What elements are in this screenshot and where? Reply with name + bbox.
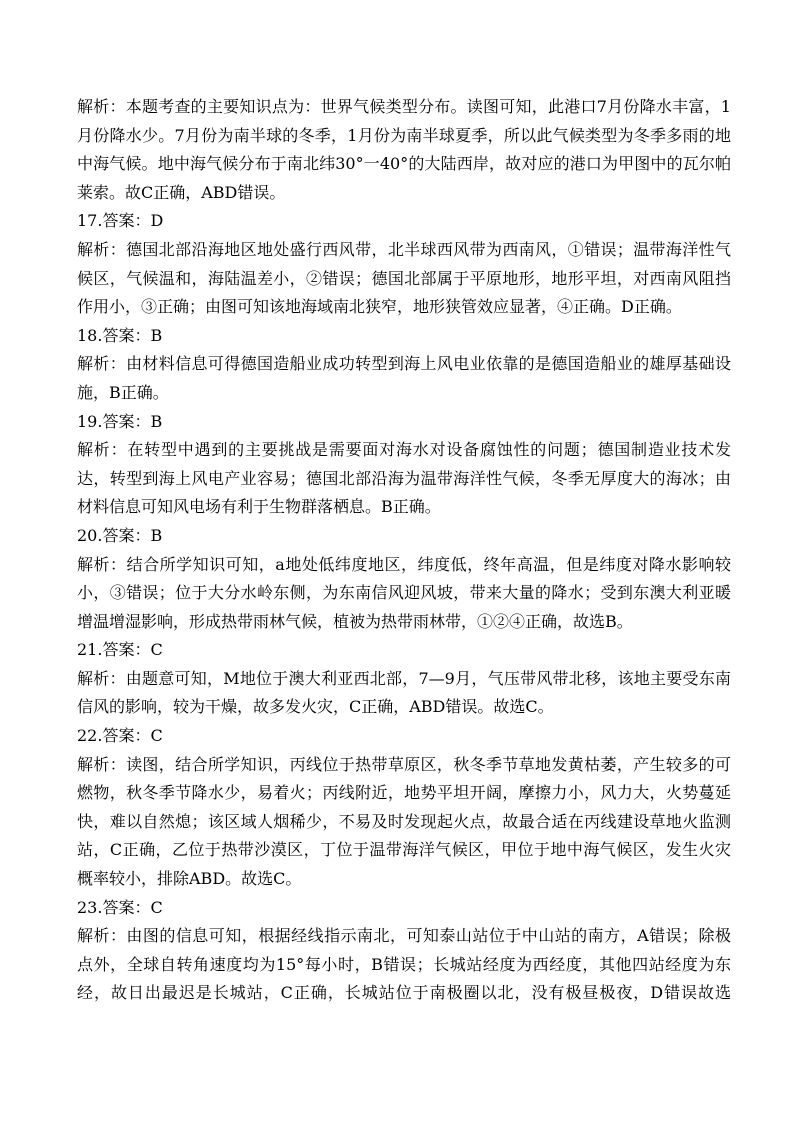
answer-heading-20: 20.答案：B	[77, 525, 163, 545]
answer-heading-21: 21.答案：C	[77, 640, 163, 660]
text-line: 概率较小，排除ABD。故选C。	[77, 869, 302, 889]
text-line: 解析：由题意可知，M地位于澳大利亚西北部，7—9月，气压带风带北移，该地主要受东南	[77, 668, 731, 688]
text-line: 经，故日出最迟是长城站，C正确，长城站位于南极圈以北，没有极昼极夜，D错误故选	[77, 983, 731, 1003]
answer-heading-19: 19.答案：B	[77, 411, 163, 431]
text-line: 候区，气候温和，海陆温差小，②错误；德国北部属于平原地形，地形平坦，对西南风阻挡	[77, 268, 731, 288]
text-line: 月份降水少。7月份为南半球的冬季，1月份为南半球夏季，所以此气候类型为冬季多雨的地	[77, 125, 731, 145]
text-line: 解析：结合所学知识可知，a地处低纬度地区，纬度低，终年高温，但是纬度对降水影响较	[77, 554, 731, 574]
text-line: 作用小，③正确；由图可知该地海域南北狭窄，地形狭管效应显著，④正确。D正确。	[77, 297, 682, 317]
text-line: 解析：由材料信息可得德国造船业成功转型到海上风电业依靠的是德国造船业的雄厚基础设	[77, 354, 731, 374]
text-line: 解析：在转型中遇到的主要挑战是需要面对海水对设备腐蚀性的问题；德国制造业技术发	[77, 440, 731, 460]
text-line: 增温增湿影响，形成热带雨林气候，植被为热带雨林带，①②④正确，故选B。	[77, 611, 633, 631]
text-line: 解析：读图，结合所学知识，丙线位于热带草原区，秋冬季节草地发黄枯萎，产生较多的可	[77, 754, 731, 774]
answer-heading-22: 22.答案：C	[77, 726, 163, 746]
text-line: 燃物，秋冬季节降水少，易着火；丙线附近，地势平坦开阔，摩擦力小，风力大，火势蔓延	[77, 783, 731, 803]
text-line: 中海气候。地中海气候分布于南北纬30°一40°的大陆西岸，故对应的港口为甲图中的瓦尔帕	[77, 154, 731, 174]
text-line: 材料信息可知风电场有利于生物群落栖息。B正确。	[77, 497, 441, 517]
text-line: 小，③错误；位于大分水岭东侧，为东南信风迎风坡，带来大量的降水；受到东澳大利亚暖	[77, 583, 731, 603]
text-line: 信风的影响，较为干燥，故多发火灾，C正确，ABD错误。故选C。	[77, 697, 554, 717]
answer-document	[77, 93, 731, 1008]
text-line: 解析：由图的信息可知，根据经线指示南北，可知泰山站位于中山站的南方，A错误；除极	[77, 926, 731, 946]
text-line: 施，B正确。	[77, 382, 169, 402]
text-line: 解析：德国北部沿海地区地处盛行西风带，北半球西风带为西南风，①错误；温带海洋性气	[77, 239, 731, 259]
text-line: 快，难以自然熄；该区域人烟稀少，不易及时发现起火点，故最合适在丙线建设草地火监测	[77, 811, 731, 831]
text-line: 点外，全球自转角速度均为15°每小时，B错误；长城站经度为西经度，其他四站经度为东	[77, 954, 731, 974]
answer-heading-18: 18.答案：B	[77, 325, 163, 345]
text-line: 站，C正确，乙位于热带沙漠区，丁位于温带海洋气候区，甲位于地中海气候区，发生火灾	[77, 840, 731, 860]
text-line: 达，转型到海上风电产业容易；德国北部沿海为温带海洋性气候，冬季无厚度大的海冰；由	[77, 468, 731, 488]
answer-heading-17: 17.答案：D	[77, 211, 164, 231]
text-line: 解析：本题考查的主要知识点为：世界气候类型分布。读图可知，此港口7月份降水丰富，1	[77, 97, 731, 116]
text-line: 莱索。故C正确，ABD错误。	[77, 182, 286, 202]
answer-heading-23: 23.答案：C	[77, 897, 163, 917]
